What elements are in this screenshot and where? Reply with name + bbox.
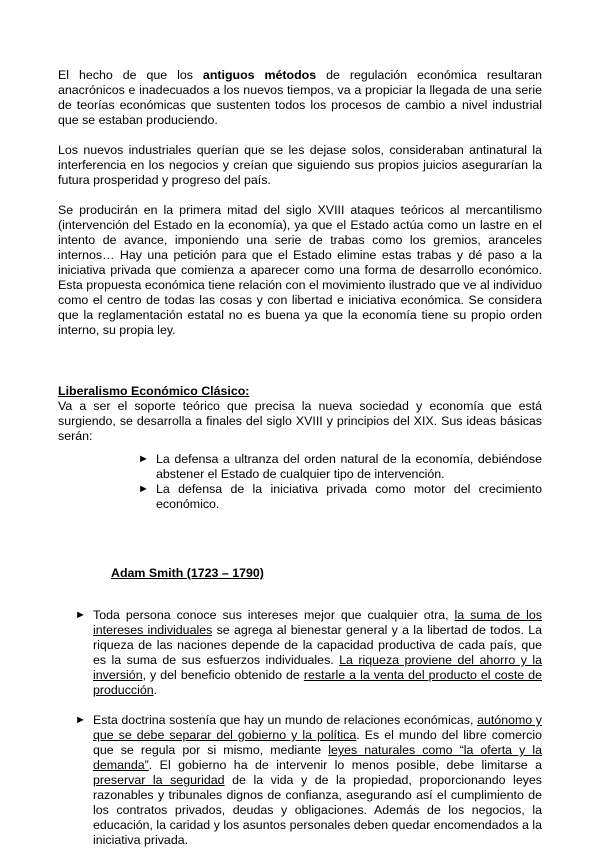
text-run: se agrega al bienestar general y a la libertad de todos. La riqueza de las naciones depende de la capacidad productiva de cada país, que es la suma de sus esfuerzos individuales. xyxy=(93,623,542,667)
text-run: . El gobierno ha de intervenir lo menos posible, debe limitarse a xyxy=(148,758,542,772)
list-item xyxy=(138,452,542,482)
ideas-list xyxy=(138,452,542,512)
text-run: de la vida y de la propiedad, proporcionando leyes razonables y tribunales dignos de confianza, asegurando así el cumplimiento de los contratos privados, deudas y obligaciones. Además de los negocios, la educación, la caridad y los asuntos personales deben quedar encomendados a la iniciativa privada. xyxy=(93,773,542,847)
underlined-text: leyes naturales como “la oferta y la demanda” xyxy=(93,743,542,772)
list-item xyxy=(75,713,542,848)
underlined-text: La riqueza proviene del ahorro y la inversión xyxy=(93,653,542,682)
list-item xyxy=(75,608,542,698)
underlined-text: restarle a la venta del producto el coste de producción xyxy=(93,668,542,697)
list-item-text: La defensa a ultranza del orden natural de la economía, debiéndose abstener el Estado de cualquier tipo de intervención. xyxy=(156,452,542,481)
bold-term: antiguos métodos xyxy=(202,68,317,82)
bullet-icon: ► xyxy=(75,609,86,621)
text-run: El hecho de que los xyxy=(58,68,203,82)
text-run: de regulación económica resultaran anacrónicos e inadecuados a los nuevos tiempos, va a propiciar la llegada de una serie de teorías económicas que sustenten todos los procesos de cambio a nivel industrial que se estaban produciendo. xyxy=(58,68,543,127)
underlined-text: la suma de los intereses individuales xyxy=(93,608,542,637)
adam-smith-heading: Adam Smith (1723 – 1790) xyxy=(111,566,264,580)
liberalismo-intro: Va a ser el soporte teórico que precisa la nueva sociedad y economía que está surgiendo, se desarrolla a finales del siglo XVIII y principios del XIX. Sus ideas básicas serán: xyxy=(58,399,542,443)
text-run: Toda persona conoce sus intereses mejor que cualquier otra, xyxy=(93,608,455,622)
intro-paragraph-3: Se producirán en la primera mitad del siglo XVIII ataques teóricos al mercantilismo (intervención del Estado en la economía), ya que el Estado actúa como un lastre en el intento de avance, imponiendo una serie de trabas como los gremios, aranceles internos… Hay una petición para que el Estado elimine estas trabas y dé paso a la iniciativa privada que comienza a aparecer como una forma de desarrollo económico. Esta propuesta económica tiene relación con el movimiento ilustrado que ve al individuo como el centro de todas las cosas y con libertad e iniciativa económica. Se considera que la reglamentación estatal no es buena ya que la economía tiene su propio orden interno, su propia ley. xyxy=(58,203,542,337)
underlined-text: preservar la seguridad xyxy=(93,773,225,787)
smith-list xyxy=(75,608,542,848)
intro-paragraph-2: Los nuevos industriales querían que se les dejase solos, consideraban antinatural la interferencia en los negocios y creían que siguiendo sus propios juicios asegurarían la futura prosperidad y progreso del país. xyxy=(58,143,542,187)
liberalismo-heading: Liberalismo Económico Clásico: xyxy=(58,384,250,398)
intro-paragraph-1 xyxy=(58,68,542,128)
bullet-icon: ► xyxy=(138,453,149,465)
bullet-icon: ► xyxy=(75,714,86,726)
text-run: . Es el mundo del libre comercio que se regula por si mismo, mediante xyxy=(93,728,542,757)
text-run: , y del beneficio obtenido de xyxy=(142,668,304,682)
text-run: . xyxy=(153,683,158,697)
list-item xyxy=(138,482,542,512)
list-item-text: La defensa de la iniciativa privada como motor del crecimiento económico. xyxy=(156,482,542,511)
bullet-icon: ► xyxy=(138,483,149,495)
text-run: Esta doctrina sostenía que hay un mundo de relaciones económicas, xyxy=(93,713,478,727)
underlined-text: autónomo y que se debe separar del gobierno y la política xyxy=(93,713,543,742)
